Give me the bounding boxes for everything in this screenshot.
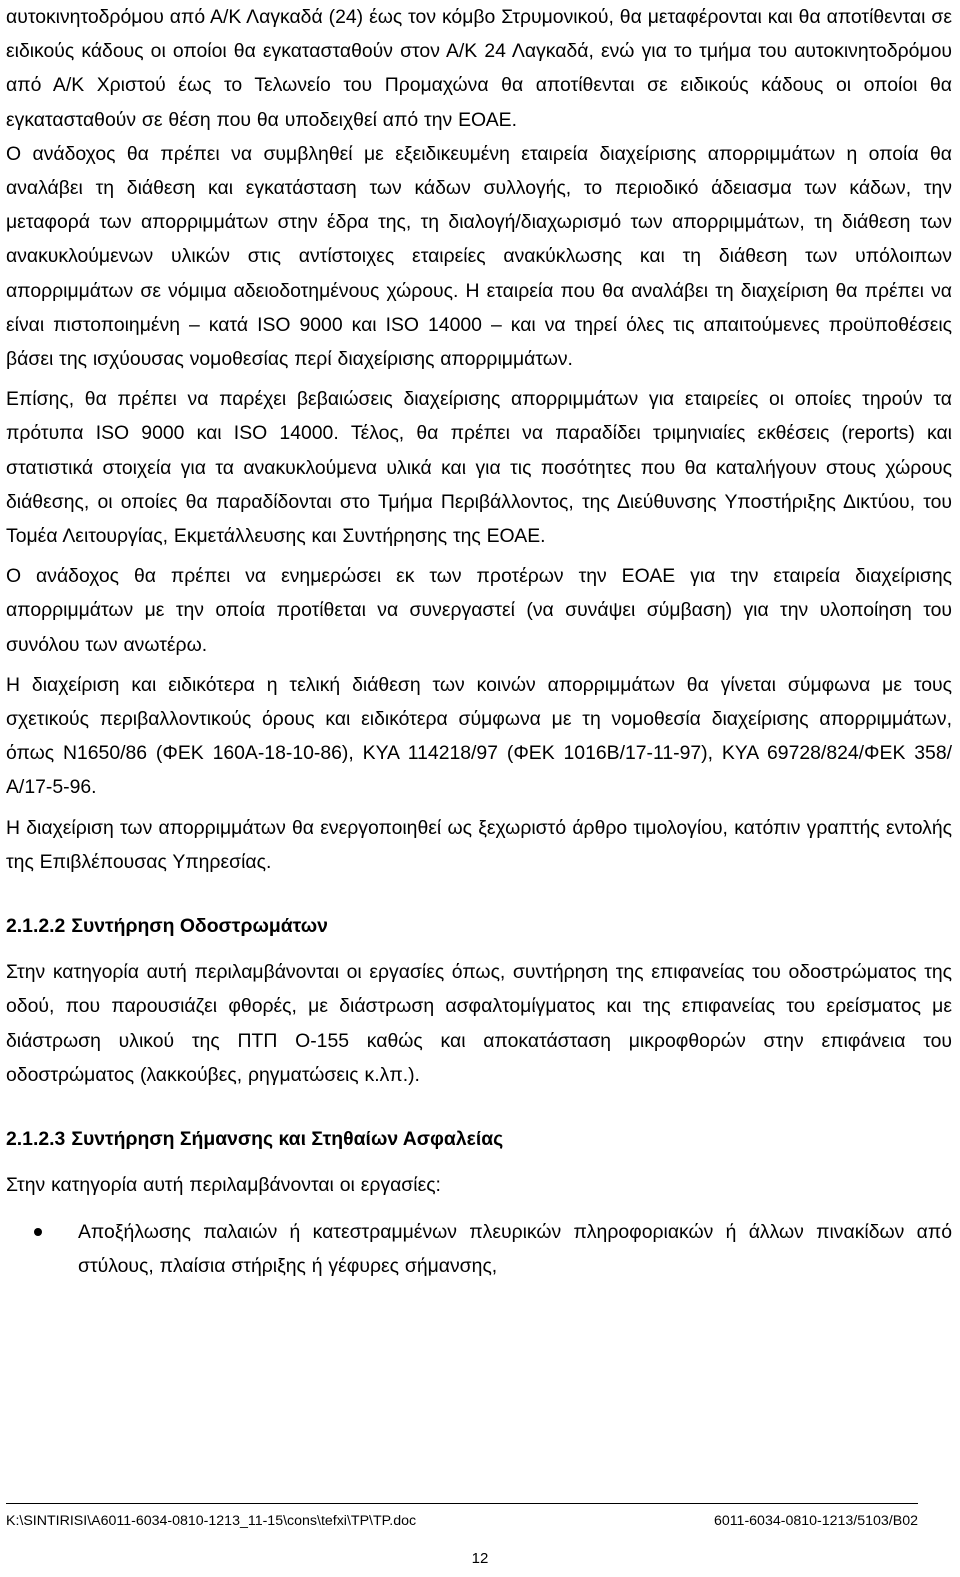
section-number: 2.1.2.2 xyxy=(6,915,66,938)
footer-file-path: K:\SINTIRISI\A6011-6034-0810-1213_11-15\cons\tefxi\TP\TP.doc xyxy=(6,1513,417,1529)
footer-reference: 6011-6034-0810-1213/5103/B02 xyxy=(713,1513,918,1529)
list-item xyxy=(6,1215,952,1283)
section-title: Συντήρηση Σήμανσης και Στηθαίων Ασφαλείας xyxy=(71,1128,504,1151)
paragraph-certificates: Επίσης, θα πρέπει να παρέχει βεβαιώσεις διαχείρισης απορριμμάτων για εταιρείες οι οποίες τηρούν τα πρότυπα ISO 9000 και ISO 14000. Τέλος, θα πρέπει να παραδίδει τριμηνιαίες εκθέσεις (reports) και στατιστικά στοιχεία για τα ανακυκλούμενα υλικά και για τις ποσότητες που θα καταλήγουν στους χώρους διάθεσης, οι οποίες θα παραδίδονται στο Τμήμα Περιβάλλοντος, της Διεύθυνσης Υποστήριξης Δικτύου, του Τομέα Λειτουργίας, Εκμετάλλευσης και Συντήρησης της ΕΟΑΕ. xyxy=(6,388,952,548)
list-item-text: Αποξήλωσης παλαιών ή κατεστραμμένων πλευρικών πληροφοριακών ή άλλων πινακίδων από στύλους, πλαίσια στήριξης ή γέφυρες σήμανσης, xyxy=(78,1220,952,1277)
paragraph-price-article: Η διαχείριση των απορριμμάτων θα ενεργοποιηθεί ως ξεχωριστό άρθρο τιμολογίου, κατόπιν γραπτής εντολής της Επιβλέπουσας Υπηρεσίας. xyxy=(6,816,952,873)
section-heading-signage xyxy=(6,1122,952,1156)
document-page xyxy=(6,0,952,1283)
page-number: 12 xyxy=(471,1550,489,1567)
paragraph-notify-eoae: Ο ανάδοχος θα πρέπει να ενημερώσει εκ των προτέρων την ΕΟΑΕ για την εταιρεία διαχείρισης απορριμμάτων με την οποία προτίθεται να συνεργαστεί (να συνάψει σύμβαση) για την υλοποίηση του συνόλου των ανωτέρω. xyxy=(6,565,952,656)
section-title: Συντήρηση Οδοστρωμάτων xyxy=(71,915,328,938)
section-number: 2.1.2.3 xyxy=(6,1128,66,1151)
section-heading-pavement xyxy=(6,909,952,943)
bullet-icon xyxy=(34,1228,42,1236)
page-footer xyxy=(6,1503,918,1530)
paragraph-legislation: Η διαχείριση και ειδικότερα η τελική διάθεση των κοινών απορριμμάτων θα γίνεται σύμφωνα με τους σχετικούς περιβαλλοντικούς όρους και ειδικότερα σύμφωνα με τη νομοθεσία διαχείρισης απορριμμάτων, όπως Ν1650/86 (ΦΕΚ 160Α-18-10-86), ΚΥΑ 114218/97 (ΦΕΚ 1016Β/17-11-97), ΚΥΑ 69728/824/ΦΕΚ 358/Α/17-5-96. xyxy=(6,673,952,799)
paragraph-contractor-agreement: Ο ανάδοχος θα πρέπει να συμβληθεί με εξειδικευμένη εταιρεία διαχείρισης απορριμμάτων η οποία θα αναλάβει τη διάθεση και εγκατάσταση των κάδων συλλογής, το περιοδικό άδειασμα των κάδων, την μεταφορά των απορριμμάτων στην έδρα της, τη διαλογή/διαχωρισμό των απορριμμάτων, τη διάθεση των ανακυκλούμενων υλικών στις αντίστοιχες εταιρείες ανακύκλωσης και τη διάθεση των υπόλοιπων απορριμμάτων σε νόμιμα αδειοδοτημένους χώρους. Η εταιρεία που θα αναλάβει τη διαχείριση θα πρέπει να είναι πιστοποιημένη – κατά ISO 9000 και ISO 14000 – και να τηρεί όλες τις απαιτούμενες προϋποθέσεις βάσει της ισχύουσας νομοθεσίας περί διαχείρισης απορριμμάτων. xyxy=(6,142,952,371)
paragraph-waste-bins: αυτοκινητοδρόμου από Α/Κ Λαγκαδά (24) έως τον κόμβο Στρυμονικού, θα μεταφέρονται και θα αποτίθενται σε ειδικούς κάδους οι οποίοι θα εγκατασταθούν στον Α/Κ 24 Λαγκαδά, ενώ για το τμήμα του αυτοκινητοδρόμου από Α/Κ Χριστού έως το Τελωνείο του Προμαχώνα θα αποτίθενται σε ειδικούς κάδους οι οποίοι θα εγκατασταθούν σε θέση που θα υποδειχθεί από την ΕΟΑΕ. xyxy=(6,6,952,131)
paragraph-signage-intro: Στην κατηγορία αυτή περιλαμβάνονται οι εργασίες: xyxy=(6,1174,441,1197)
paragraph-pavement-maintenance: Στην κατηγορία αυτή περιλαμβάνονται οι εργασίες όπως, συντήρηση της επιφανείας του οδοστρώματος της οδού, που παρουσιάζει φθορές, με διάστρωση ασφαλτομίγματος και της επιφανείας του ερείσματος με διάστρωση υλικού της ΠΤΠ Ο-155 καθώς και αποκατάσταση μικροφθορών στην επιφάνεια του οδοστρώματος (λακκούβες, ρηγματώσεις κ.λπ.). xyxy=(6,961,952,1086)
